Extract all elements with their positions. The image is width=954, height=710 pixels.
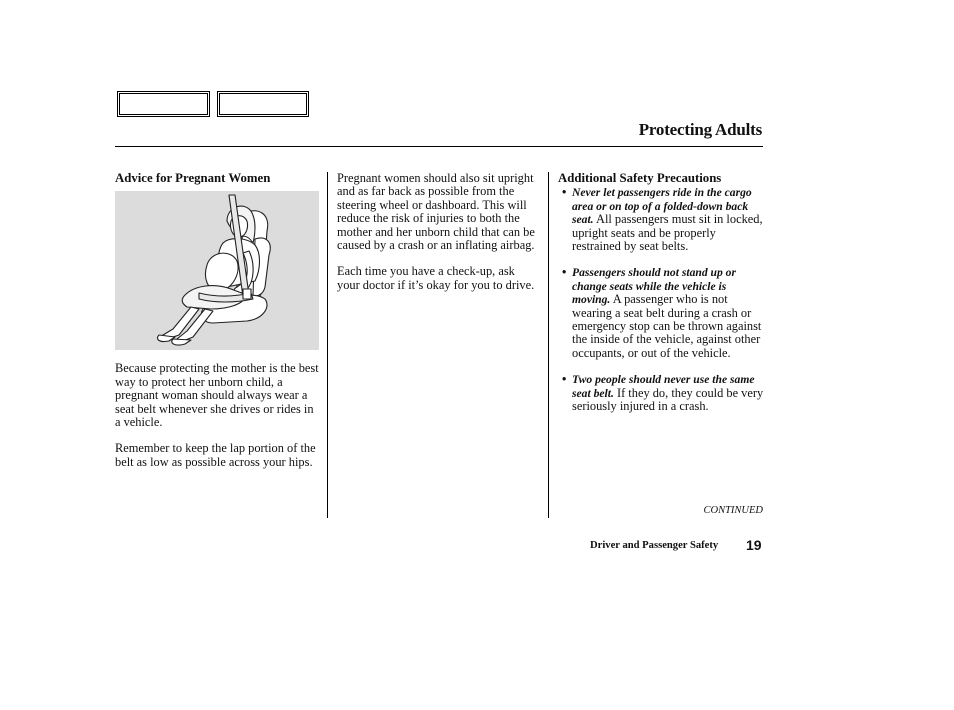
column-divider-2: [548, 172, 549, 518]
bullet-lead: Passengers should not stand up or change seats while the vehicle is moving.: [572, 266, 736, 307]
list-item: [558, 266, 764, 360]
title-divider: [115, 146, 763, 147]
column-additional-precautions: [558, 172, 764, 427]
column-divider-1: [327, 172, 328, 518]
page-number: 19: [746, 537, 762, 553]
bullet-icon: •: [562, 372, 567, 387]
section-heading: Advice for Pregnant Women: [115, 171, 271, 185]
bullet-lead: Never let passengers ride in the cargo area or on top of a folded-down back seat.: [572, 186, 752, 227]
section-heading: Additional Safety Precautions: [558, 171, 722, 185]
bullet-lead: Two people should never use the same seat belt.: [572, 373, 755, 400]
paragraph: Each time you have a check-up, ask your doctor if it’s okay for you to drive.: [337, 264, 535, 292]
bullet-text: A passenger who is not wearing a seat belt during a crash or emergency stop can be thrown against the inside of the vehicle, against other occupants, or out of the vehicle.: [572, 292, 762, 360]
page-title: Protecting Adults: [638, 120, 762, 139]
nav-button-next[interactable]: [217, 91, 309, 117]
bullet-text: If they do, they could be very seriously injured in a crash.: [572, 385, 764, 414]
list-item: [558, 373, 764, 413]
bullet-icon: •: [562, 265, 567, 280]
paragraph: Pregnant women should also sit upright and as far back as possible from the steering wheel or dashboard. This will reduce the risk of injuries to both the mother and her unborn child that can be caused by a crash or an inflating airbag.: [337, 171, 535, 253]
nav-button-previous[interactable]: [117, 91, 210, 117]
list-item: [558, 186, 764, 253]
pregnant-woman-seatbelt-icon: [115, 191, 319, 350]
paragraph: Remember to keep the lap portion of the belt as low as possible across your hips.: [115, 441, 316, 469]
paragraph: Because protecting the mother is the best way to protect her unborn child, a pregnant woman should always wear a seat belt whenever she drives or rides in a vehicle.: [115, 361, 319, 430]
bullet-icon: •: [562, 185, 567, 200]
continued-label: CONTINUED: [703, 505, 763, 516]
footer-section-name: Driver and Passenger Safety: [590, 540, 719, 551]
pregnant-woman-seatbelt-illustration: [115, 191, 319, 350]
column-seating-position: [337, 172, 537, 305]
column-pregnant-women: [115, 172, 320, 482]
bullet-text: All passengers must sit in locked, upright seats and be properly restrained by seat belts.: [572, 212, 763, 254]
